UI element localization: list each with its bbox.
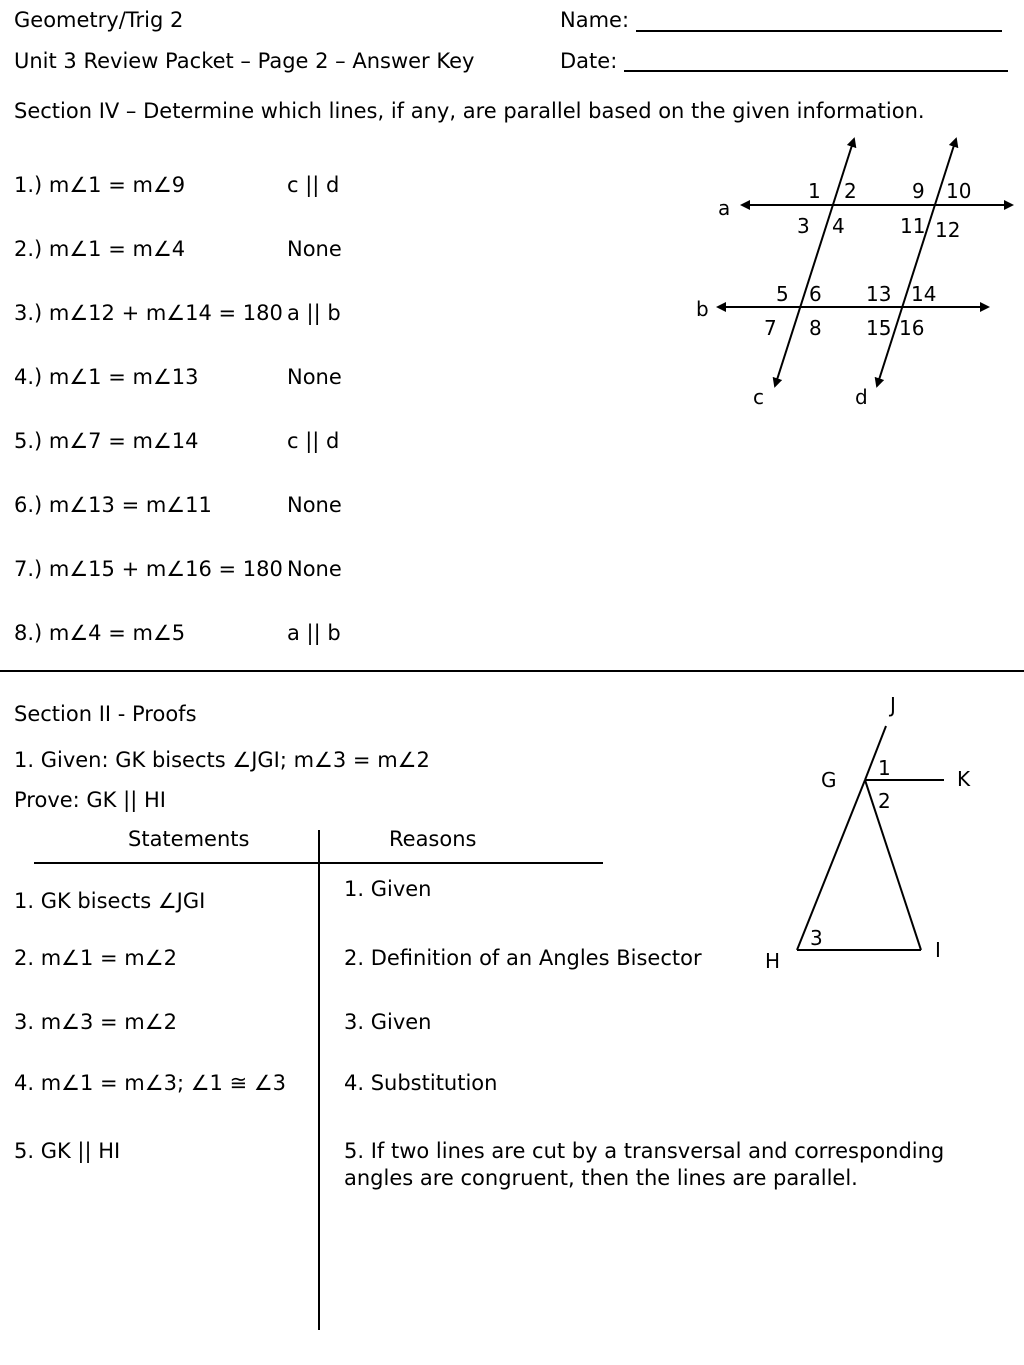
- problem-given: 3.) m∠12 + m∠14 = 180: [14, 301, 283, 325]
- line-label: c: [753, 385, 764, 409]
- angle-label: 11: [900, 214, 926, 238]
- reason-cell: 5. If two lines are cut by a transversal and corresponding angles are congruent, then the lines are parallel.: [344, 1139, 945, 1190]
- course-title: Geometry/Trig 2: [14, 8, 184, 32]
- problem-given: 5.) m∠7 = m∠14: [14, 429, 199, 453]
- problem-answer: a || b: [287, 301, 341, 325]
- problem-answer: None: [287, 365, 342, 389]
- angle-label: 5: [776, 282, 789, 306]
- statement-cell: 3. m∠3 = m∠2: [14, 1010, 177, 1034]
- proof-given: 1. Given: GK bisects ∠JGI; m∠3 = m∠2: [14, 748, 430, 772]
- statement-cell: 4. m∠1 = m∠3; ∠1 ≅ ∠3: [14, 1071, 287, 1095]
- problem-given: 6.) m∠13 = m∠11: [14, 493, 212, 517]
- problem-answer: None: [287, 493, 342, 517]
- problem-given: 4.) m∠1 = m∠13: [14, 365, 199, 389]
- angle-label: 10: [946, 179, 972, 203]
- angle-label: 7: [764, 316, 777, 340]
- statements-header: Statements: [128, 827, 250, 851]
- angle-label: 3: [797, 214, 810, 238]
- name-label: Name:: [560, 8, 630, 32]
- problem-answer: c || d: [287, 429, 340, 453]
- reason-cell: 3. Given: [344, 1010, 432, 1034]
- point-label: K: [957, 767, 971, 791]
- date-label: Date:: [560, 49, 618, 73]
- angle-label: 8: [809, 316, 822, 340]
- problem-given: 7.) m∠15 + m∠16 = 180: [14, 557, 283, 581]
- angle-label: 9: [912, 179, 925, 203]
- line-label: a: [718, 196, 731, 220]
- angle-label: 2: [878, 789, 891, 813]
- angle-label: 16: [899, 316, 925, 340]
- statement-cell: 1. GK bisects ∠JGI: [14, 889, 206, 913]
- reasons-header: Reasons: [389, 827, 477, 851]
- reason-cell: 2. Definition of an Angles Bisector: [344, 946, 702, 970]
- problem-given: 2.) m∠1 = m∠4: [14, 237, 186, 261]
- problem-answer: c || d: [287, 173, 340, 197]
- line-label: d: [855, 385, 868, 409]
- angle-label: 3: [810, 926, 823, 950]
- section-iv-title: Section IV – Determine which lines, if any, are parallel based on the given information.: [14, 99, 925, 123]
- angle-label: 4: [832, 214, 845, 238]
- reason-cell: 1. Given: [344, 877, 432, 901]
- angle-label: 1: [878, 756, 891, 780]
- problem-answer: a || b: [287, 621, 341, 645]
- point-label: J: [890, 693, 896, 717]
- statement-cell: 5. GK || HI: [14, 1139, 121, 1163]
- angle-label: 12: [935, 218, 961, 242]
- reason-cell: 4. Substitution: [344, 1071, 498, 1095]
- line-label: b: [696, 297, 709, 321]
- point-label: H: [765, 949, 781, 973]
- angle-label: 15: [866, 316, 892, 340]
- problem-given: 1.) m∠1 = m∠9: [14, 173, 186, 197]
- segment-gh: [797, 780, 865, 950]
- section-ii-title: Section II - Proofs: [14, 702, 197, 726]
- point-label: I: [935, 938, 941, 962]
- segment-gi: [865, 780, 921, 950]
- point-label: G: [821, 768, 837, 792]
- angle-label: 13: [866, 282, 892, 306]
- angle-label: 6: [809, 282, 822, 306]
- problem-answer: None: [287, 237, 342, 261]
- angle-label: 14: [911, 282, 937, 306]
- statement-cell: 2. m∠1 = m∠2: [14, 946, 177, 970]
- angle-label: 1: [808, 179, 821, 203]
- proof-prove: Prove: GK || HI: [14, 788, 166, 812]
- problem-given: 8.) m∠4 = m∠5: [14, 621, 186, 645]
- angle-label: 2: [844, 179, 857, 203]
- packet-title: Unit 3 Review Packet – Page 2 – Answer Key: [14, 49, 475, 73]
- problem-answer: None: [287, 557, 342, 581]
